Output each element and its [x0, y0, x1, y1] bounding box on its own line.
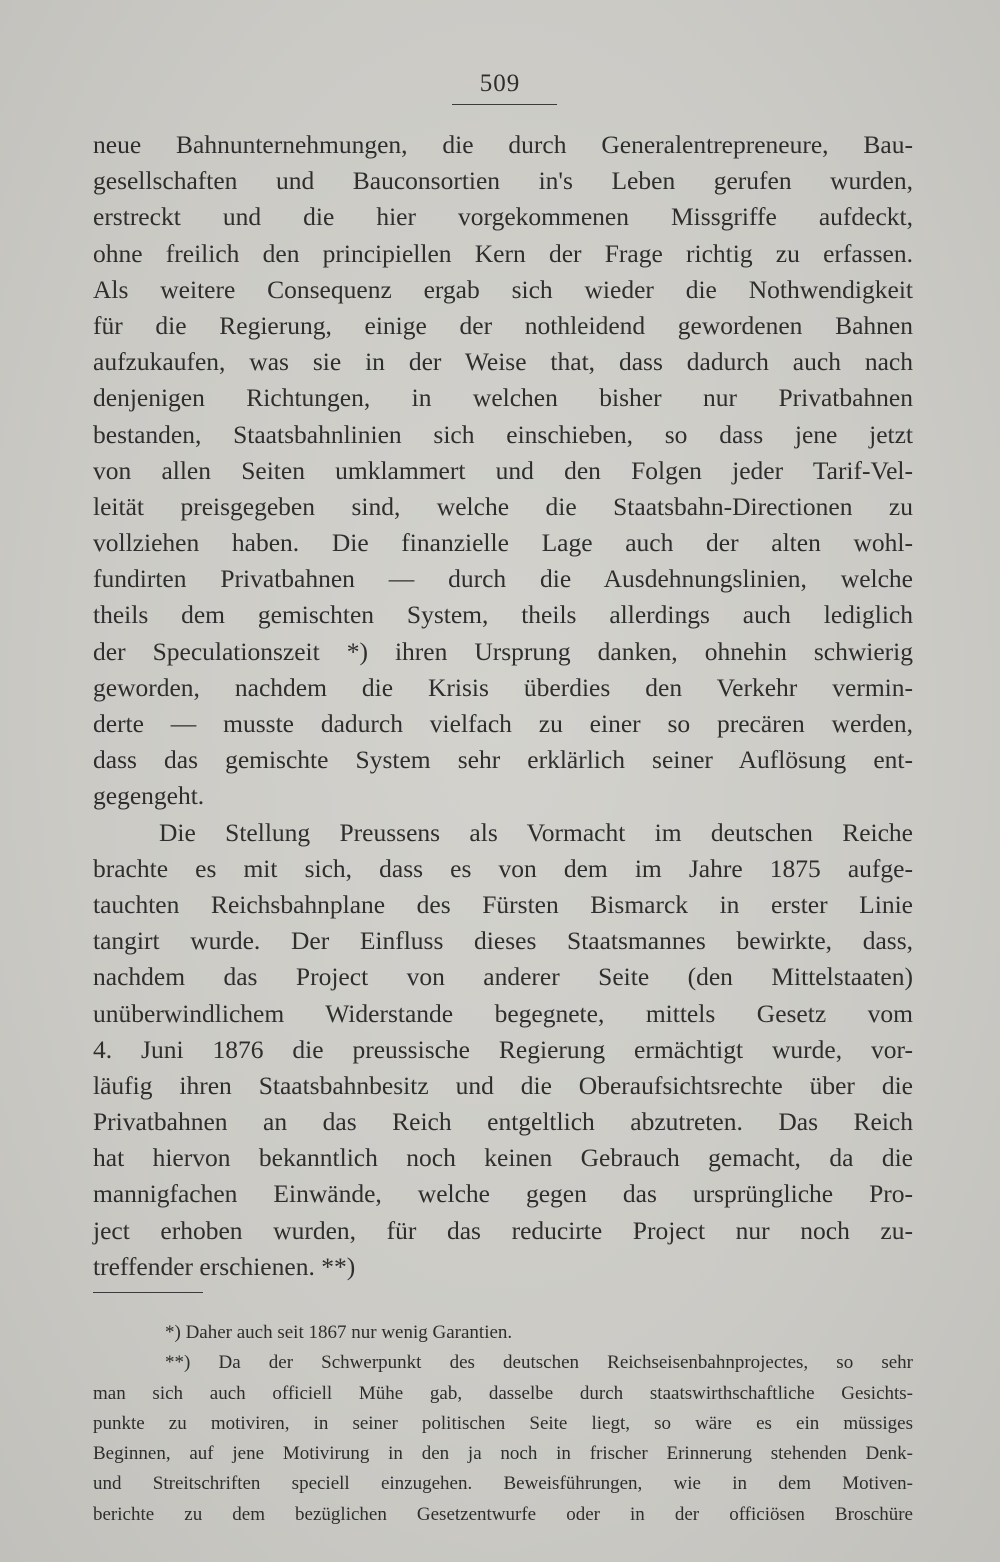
- text-line: Privatbahnen an das Reich entgeltlich abzutreten. Das Reich: [93, 1107, 913, 1137]
- text-line: brachte es mit sich, dass es von dem im Jahre 1875 aufge-: [93, 853, 913, 883]
- text-line: gesellschaften und Bauconsortien in's Leben gerufen wurden,: [93, 166, 913, 196]
- text-line: aufzukaufen, was sie in der Weise that, dass dadurch auch nach: [93, 347, 913, 377]
- paragraph-1: [93, 127, 913, 815]
- text-line: hat hiervon bekanntlich noch keinen Gebrauch gemacht, da die: [93, 1143, 913, 1173]
- text-line: Die Stellung Preussens als Vormacht im deutschen Reiche: [159, 817, 913, 847]
- text-line: unüberwindlichem Widerstande begegnete, mittels Gesetz vom: [93, 998, 913, 1028]
- text-line: theils dem gemischten System, theils allerdings auch lediglich: [93, 600, 913, 630]
- text-line: bestanden, Staatsbahnlinien sich einschieben, so dass jene jetzt: [93, 419, 913, 449]
- text-line: 4. Juni 1876 die preussische Regierung ermächtigt wurde, vor-: [93, 1034, 913, 1064]
- footnote-line: **) Da der Schwerpunkt des deutschen Reichseisenbahnprojectes, so sehr: [165, 1352, 913, 1374]
- text-line: der Speculationszeit *) ihren Ursprung danken, ohnehin schwierig: [93, 636, 913, 666]
- text-line: Als weitere Consequenz ergab sich wieder die Nothwendigkeit: [93, 274, 913, 304]
- footnote-line: Beginnen, auf jene Motivirung in den ja noch in frischer Erinnerung stehenden Denk-: [93, 1443, 913, 1465]
- footnote-2: [93, 1348, 913, 1530]
- footnote-line: *) Daher auch seit 1867 nur wenig Garantien.: [165, 1322, 513, 1343]
- paragraph-2: [93, 815, 913, 1285]
- footnote-line: punkte zu motiviren, in seiner politischen Seite liegt, so wäre es ein müssiges: [93, 1412, 913, 1434]
- text-line: mannigfachen Einwände, welche gegen das ursprüngliche Pro-: [93, 1179, 913, 1209]
- text-line: läufig ihren Staatsbahnbesitz und die Oberaufsichtsrechte über die: [93, 1070, 913, 1100]
- footnote-1: [93, 1318, 913, 1348]
- text-line: ohne freilich den principiellen Kern der Frage richtig zu erfassen.: [93, 238, 913, 268]
- text-line: tangirt wurde. Der Einfluss dieses Staatsmannes bewirkte, dass,: [93, 926, 913, 956]
- page-number: 509: [479, 70, 521, 97]
- text-line: derte — musste dadurch vielfach zu einer so precären werden,: [93, 709, 913, 738]
- text-line: neue Bahnunternehmungen, die durch Generalentrepreneure, Bau-: [93, 130, 913, 159]
- text-line: erstreckt und die hier vorgekommenen Missgriffe aufdeckt,: [93, 202, 913, 232]
- text-line: vollziehen haben. Die finanzielle Lage auch der alten wohl-: [93, 528, 913, 558]
- header-rule: [452, 104, 557, 105]
- footnote-line: und Streitschriften speciell einzugehen. Beweisführungen, wie in dem Motiven-: [93, 1473, 913, 1495]
- text-line: gegengeht.: [93, 781, 205, 811]
- text-line: ject erhoben wurden, für das reducirte Project nur noch zu-: [93, 1215, 913, 1245]
- text-line: geworden, nachdem die Krisis überdies den Verkehr vermin-: [93, 672, 913, 702]
- text-line: leität preisgegeben sind, welche die Staatsbahn-Directionen zu: [93, 491, 913, 521]
- text-line: nachdem das Project von anderer Seite (den Mittelstaaten): [93, 962, 913, 992]
- body-text: [93, 127, 913, 1285]
- footnote-line: berichte zu dem bezüglichen Gesetzentwurfe oder in der officiösen Broschüre: [93, 1503, 913, 1525]
- footnotes: [93, 1318, 913, 1530]
- text-line: dass das gemischte System sehr erklärlich seiner Auflösung ent-: [93, 745, 913, 775]
- text-line: treffender erschienen. **): [93, 1251, 356, 1281]
- text-line: für die Regierung, einige der nothleidend gewordenen Bahnen: [93, 310, 913, 340]
- text-line: fundirten Privatbahnen — durch die Ausdehnungslinien, welche: [93, 564, 913, 594]
- footnote-rule: [93, 1292, 203, 1293]
- footnote-line: man sich auch officiell Mühe gab, dasselbe durch staatswirthschaftliche Gesichts-: [93, 1382, 913, 1404]
- text-line: denjenigen Richtungen, in welchen bisher nur Privatbahnen: [93, 383, 913, 413]
- text-line: tauchten Reichsbahnplane des Fürsten Bismarck in erster Linie: [93, 889, 913, 919]
- text-line: von allen Seiten umklammert und den Folgen jeder Tarif-Vel-: [93, 455, 913, 485]
